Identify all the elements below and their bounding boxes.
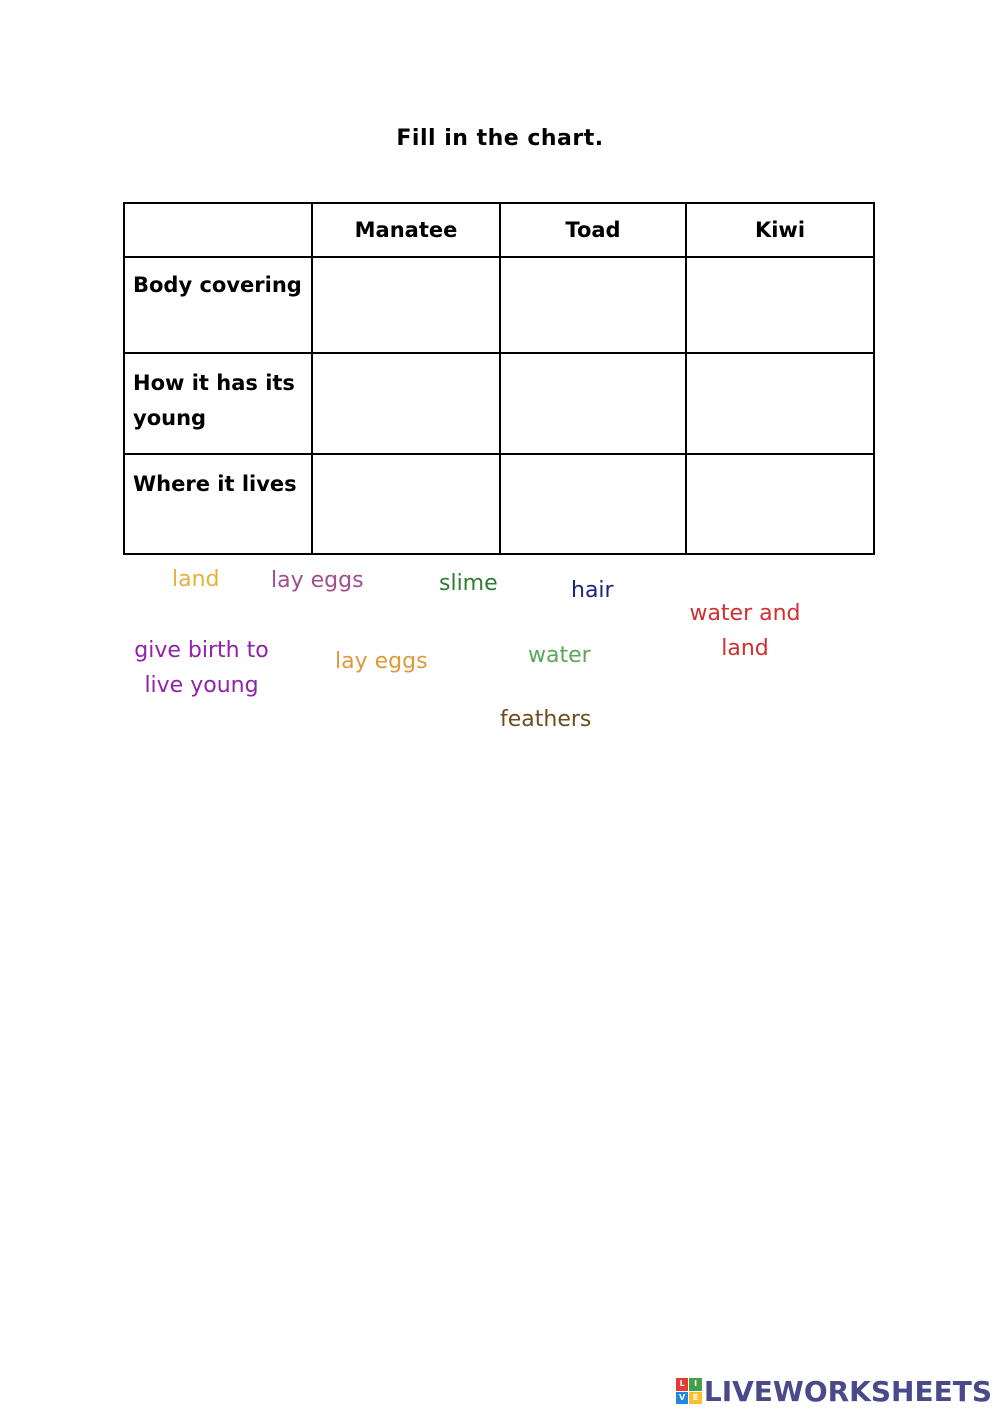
- table-row: [124, 454, 874, 554]
- word-water[interactable]: water: [528, 643, 591, 668]
- drop-cell-manatee-body-covering[interactable]: [312, 257, 500, 353]
- word-water-and-land[interactable]: water and land: [689, 601, 801, 661]
- logo-mark-icon: [676, 1378, 702, 1404]
- drop-cell-kiwi-young[interactable]: [686, 353, 874, 454]
- column-header-manatee: Manatee: [312, 203, 500, 257]
- table-row: [124, 257, 874, 353]
- logo-text: LIVEWORKSHEETS: [703, 1374, 992, 1408]
- logo-letter: E: [689, 1392, 702, 1405]
- word-slime[interactable]: slime: [439, 571, 498, 596]
- drop-cell-toad-body-covering[interactable]: [500, 257, 686, 353]
- word-feathers[interactable]: feathers: [500, 707, 592, 732]
- word-hair[interactable]: hair: [571, 578, 614, 603]
- corner-cell: [124, 203, 312, 257]
- liveworksheets-logo[interactable]: [676, 1375, 992, 1407]
- logo-letter: L: [676, 1378, 689, 1391]
- page-title: Fill in the chart.: [396, 126, 604, 151]
- drop-cell-kiwi-habitat[interactable]: [686, 454, 874, 554]
- column-header-kiwi: Kiwi: [686, 203, 874, 257]
- word-lay-eggs-2[interactable]: lay eggs: [335, 649, 428, 674]
- fill-in-chart: [123, 202, 875, 555]
- word-land[interactable]: land: [172, 567, 220, 592]
- drop-cell-kiwi-body-covering[interactable]: [686, 257, 874, 353]
- logo-letter: V: [676, 1392, 689, 1405]
- column-header-toad: Toad: [500, 203, 686, 257]
- header-row: [124, 203, 874, 257]
- word-lay-eggs-1[interactable]: lay eggs: [271, 568, 364, 593]
- row-header-how-it-has-its-young: How it has its young: [124, 353, 312, 454]
- row-header-body-covering: Body covering: [124, 257, 312, 353]
- word-give-birth-to-live-young[interactable]: give birth to live young: [134, 638, 269, 698]
- table-row: [124, 353, 874, 454]
- row-header-where-it-lives: Where it lives: [124, 454, 312, 554]
- drop-cell-manatee-habitat[interactable]: [312, 454, 500, 554]
- drop-cell-toad-habitat[interactable]: [500, 454, 686, 554]
- drop-cell-manatee-young[interactable]: [312, 353, 500, 454]
- logo-letter: I: [689, 1378, 702, 1391]
- drop-cell-toad-young[interactable]: [500, 353, 686, 454]
